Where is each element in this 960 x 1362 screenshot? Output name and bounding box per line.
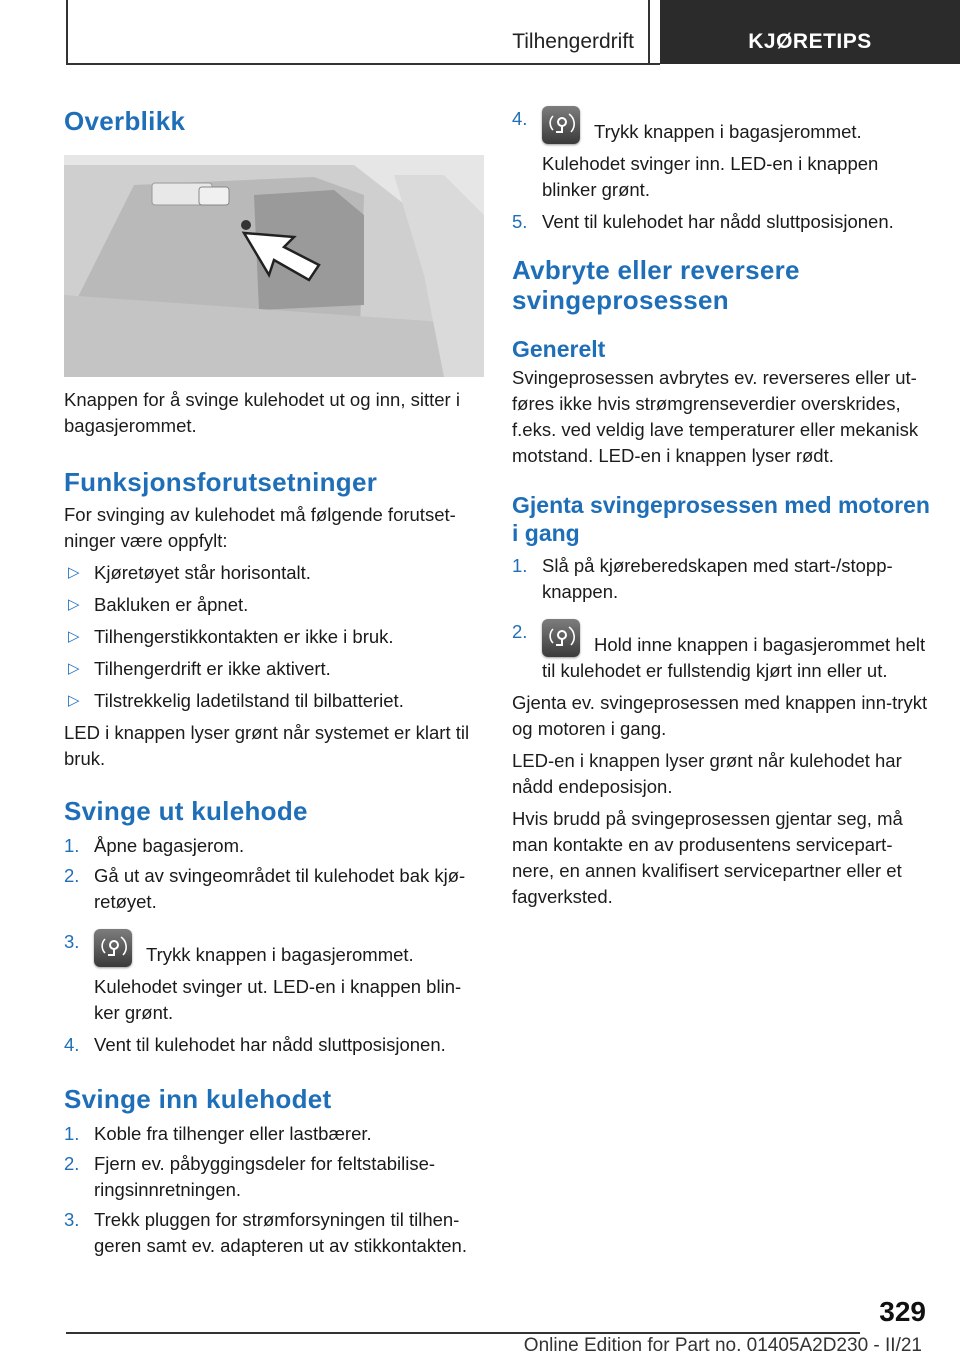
- general-text: Svingeprosessen avbrytes ev. reverseres eller ut-føres ikke hvis strømgrenseverdier overskrides, f.eks. ved veldig lave temperaturer eller mekanisk motstand. LED-en i knappen lyser rødt.: [512, 367, 919, 466]
- header-rule-divider: [648, 0, 650, 64]
- step-item: 2. Gå ut av svingeområdet til kulehodet bak kjø-retøyet.: [64, 865, 466, 912]
- list-item: ▷ Kjøretøyet står horisontalt.: [64, 560, 484, 586]
- trailer-hitch-button-icon: [542, 619, 580, 657]
- repeat-paragraph-2: LED-en i knappen lyser grønt når kulehodet har nådd endeposisjon.: [512, 750, 902, 797]
- swing-out-heading: Svinge ut kulehode: [64, 796, 308, 826]
- prerequisites-intro: For svinging av kulehodet må følgende forutset-ninger være oppfylt:: [64, 504, 456, 551]
- step-item: 5. Vent til kulehodet har nådd sluttposisjonen.: [512, 211, 894, 232]
- page-number: 329: [879, 1296, 926, 1327]
- trailer-hitch-button-icon: [542, 106, 580, 144]
- trunk-button-photo: [64, 155, 484, 377]
- step-item: 2. Hold inne knappen i bagasjerommet helt til kulehodet er fullstendig kjørt inn eller ut.: [512, 621, 926, 681]
- header-section-title: Tilhengerdrift: [512, 30, 634, 53]
- trailer-hitch-button-icon: [94, 929, 132, 967]
- triangle-bullet-icon: ▷: [68, 692, 80, 709]
- header-rule-bottom: [66, 63, 660, 65]
- abort-heading: Avbryte eller reversere svingeprosessen: [512, 255, 800, 315]
- right-column: [512, 106, 932, 910]
- swing-in-heading: Svinge inn kulehodet: [64, 1084, 332, 1114]
- repeat-steps: [512, 553, 932, 684]
- general-heading: Generelt: [512, 336, 606, 362]
- swing-out-steps: [64, 833, 484, 1058]
- triangle-bullet-icon: ▷: [68, 564, 80, 581]
- list-item: ▷ Bakluken er åpnet.: [64, 592, 484, 618]
- repeat-paragraph-1: Gjenta ev. svingeprosessen med knappen inn-trykt og motoren i gang.: [512, 692, 928, 739]
- edition-note: Online Edition for Part no. 01405A2D230 - II/21: [523, 1335, 922, 1356]
- step-item: 3. Trykk knappen i bagasjerommet. Kulehodet svinger ut. LED-en i knappen blin-ker grønt.: [64, 929, 484, 1026]
- list-item: ▷ Tilhengerstikkontakten er ikke i bruk.: [64, 624, 484, 650]
- prerequisites-heading: Funksjonsforutsetninger: [64, 467, 378, 497]
- step-result: Kulehodet svinger inn. LED-en i knappen blinker grønt.: [542, 153, 879, 200]
- prerequisites-list: [64, 560, 484, 714]
- prerequisites-outro: LED i knappen lyser grønt når systemet er klart til bruk.: [64, 722, 470, 769]
- header-rule-left: [66, 0, 68, 64]
- list-item: ▷ Tilhengerdrift er ikke aktivert.: [64, 656, 484, 682]
- left-column: [64, 100, 484, 1259]
- step-item: 3. Trekk pluggen for strømforsyningen til tilhen-geren samt ev. adapteren ut av stikkontakten.: [64, 1209, 467, 1256]
- swing-in-steps: [64, 1121, 484, 1259]
- triangle-bullet-icon: ▷: [68, 596, 80, 613]
- step-item: 1. Åpne bagasjerom.: [64, 835, 245, 856]
- overview-heading: Overblikk: [64, 106, 186, 136]
- step-item: 4. Vent til kulehodet har nådd sluttposisjonen.: [64, 1034, 446, 1055]
- triangle-bullet-icon: ▷: [68, 660, 80, 677]
- triangle-bullet-icon: ▷: [68, 628, 80, 645]
- repeat-heading: Gjenta svingeprosessen med motoren i gang: [512, 492, 930, 546]
- step-item: 2. Fjern ev. påbyggingsdeler for feltstabilise-ringsinnretningen.: [64, 1153, 436, 1200]
- step-item: 4. Trykk knappen i bagasjerommet. Kulehodet svinger inn. LED-en i knappen blinker grønt.: [512, 106, 932, 203]
- step-item: 1. Koble fra tilhenger eller lastbærer.: [64, 1123, 372, 1144]
- header-chapter-tab: KJØRETIPS: [660, 0, 960, 64]
- list-item: ▷ Tilstrekkelig ladetilstand til bilbatteriet.: [64, 688, 484, 714]
- overview-text: Knappen for å svinge kulehodet ut og inn, sitter i bagasjerommet.: [64, 389, 460, 436]
- step-item: 1. Slå på kjøreberedskapen med start-/stopp-knappen.: [512, 555, 893, 602]
- footer-rule: [66, 1332, 860, 1334]
- repeat-paragraph-3: Hvis brudd på svingeprosessen gjentar seg, må man kontakte en av produsentens servicepart-nere, en annen kvalifisert servicepartner eller et fagverksted.: [512, 808, 903, 907]
- step-result: Kulehodet svinger ut. LED-en i knappen blin-ker grønt.: [94, 976, 462, 1023]
